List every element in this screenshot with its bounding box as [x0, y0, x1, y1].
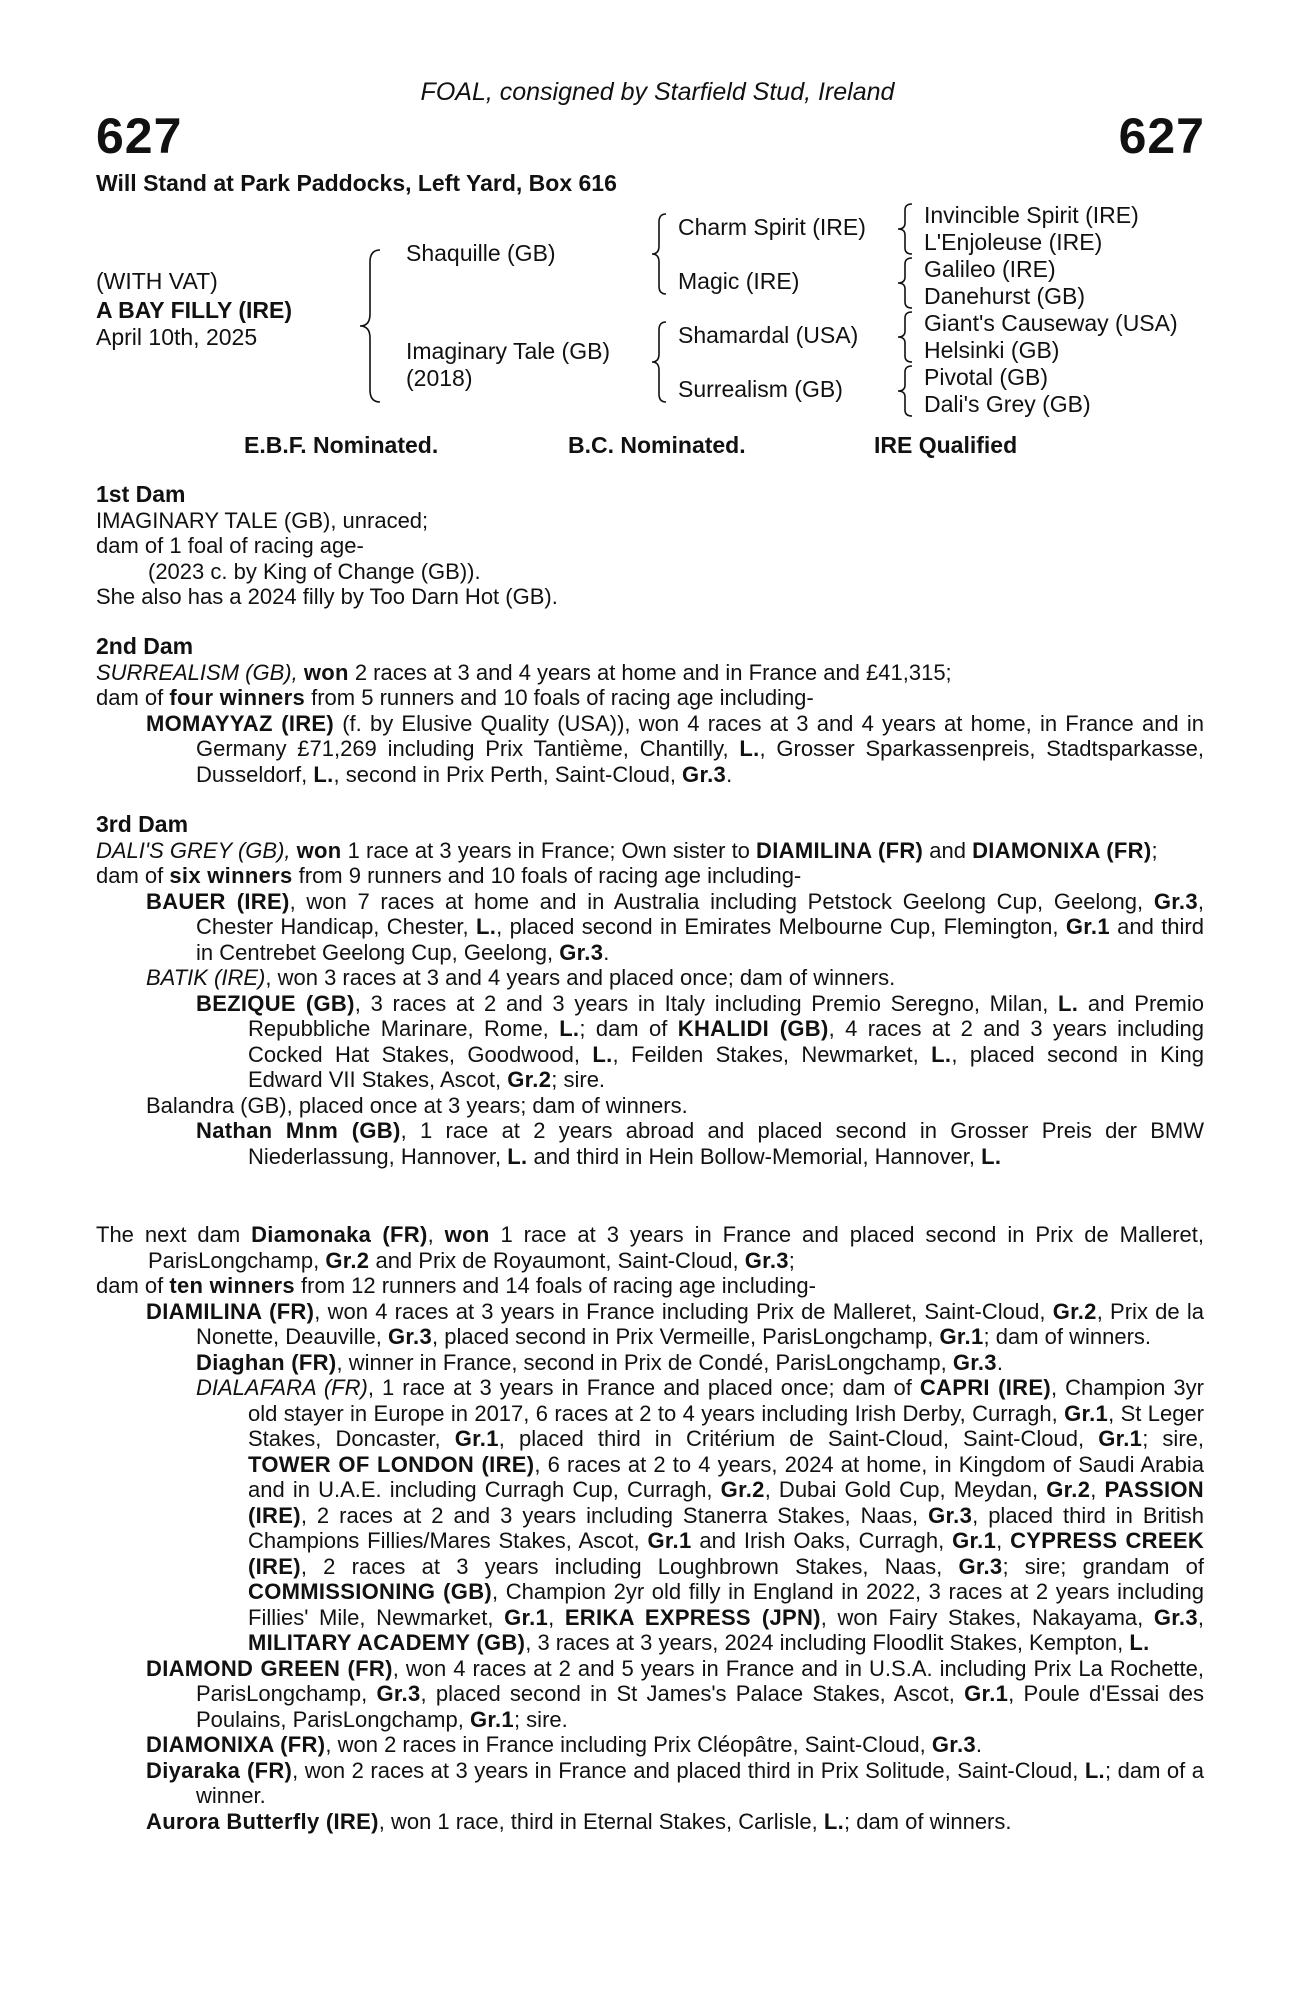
next-dam-produce: DIAMILINA (FR), won 4 races at 3 years in France including Prix de Malleret, Saint-Cloud, Gr.2, Prix de la Nonette, Deauville, Gr.3, placed second in Prix Vermeille, ParisLongchamp, Gr.1; dam of winners. [146, 1298, 1205, 1349]
ds-dam: Helsinki (GB) [924, 337, 1060, 363]
third-dam-text: DALI'S GREY (GB), won 1 race at 3 years in France; Own sister to DIAMILINA (FR) and DIAMONIXA (FR); [96, 837, 1158, 863]
dam-brace [650, 320, 670, 404]
next-dam-produce: DIAMONIXA (FR), won 2 races in France including Prix Cléopâtre, Saint-Cloud, Gr.3. [146, 1732, 983, 1757]
next-dam-produce: DIAMOND GREEN (FR), won 4 races at 2 and 5 years in France and in U.S.A. including Prix La Rochette, ParisLongchamp, Gr.3, placed second in St James's Palace Stakes, Ascot, Gr.1, Poule d'Essai des Poulains, ParisLongchamp, Gr.1; sire. [146, 1655, 1205, 1732]
third-dam-title: 3rd Dam [96, 811, 189, 837]
foal-brace [358, 248, 388, 404]
foal-dob: April 10th, 2025 [96, 324, 258, 350]
vat-label: (WITH VAT) [96, 268, 218, 294]
third-dam-grandproduce: BEZIQUE (GB), 3 races at 2 and 3 years in Italy including Premio Seregno, Milan, L. and Premio Repubbliche Marinare, Rome, L.; dam of KHALIDI (GB), 4 races at 2 and 3 years including Cocked Hat Stakes, Goodwood, L., Feilden Stakes, Newmarket, L., placed second in King Edward VII Stakes, Ascot, Gr.2; sire. [196, 990, 1204, 1092]
ds-brace [896, 310, 916, 364]
next-dam-section [96, 1222, 1204, 1834]
next-dam-produce: Aurora Butterfly (IRE), won 1 race, third in Eternal Stakes, Carlisle, L.; dam of winners. [146, 1808, 1012, 1834]
bc-nomination: B.C. Nominated. [568, 432, 746, 458]
foal-name: A BAY FILLY (IRE) [96, 297, 292, 323]
second-dam-produce: MOMAYYAZ (IRE) (f. by Elusive Quality (USA)), won 4 races at 3 and 4 years at home, in France and in Germany £71,269 including Prix Tantième, Chantilly, L., Grosser Sparkassenpreis, Stadtsparkasse, Dusseldorf, L., second in Prix Perth, Saint-Cloud, Gr.3. [146, 710, 1204, 787]
dam-dam: Surrealism (GB) [678, 376, 843, 402]
first-dam-line: dam of 1 foal of racing age- [96, 533, 364, 558]
lot-number-right: 627 [1118, 108, 1205, 164]
third-dam-text: dam of six winners from 9 runners and 10 foals of racing age including- [96, 863, 802, 888]
first-dam-line: IMAGINARY TALE (GB), unraced; [96, 507, 429, 533]
third-dam-grandproduce: Nathan Mnm (GB), 1 race at 2 years abroad and placed second in Grosser Preis der BMW Niederlassung, Hannover, L. and third in Hein Bollow-Memorial, Hannover, L. [196, 1118, 1204, 1169]
dam-name: Imaginary Tale (GB) [406, 338, 611, 364]
first-dam-line: She also has a 2024 filly by Too Darn Hot (GB). [96, 584, 558, 609]
next-dam-produce: Diyaraka (FR), won 2 races at 3 years in France and placed third in Prix Solitude, Saint-Cloud, L.; dam of a winner. [146, 1757, 1204, 1808]
first-dam-line: (2023 c. by King of Change (GB)). [148, 558, 481, 584]
ebf-nomination: E.B.F. Nominated. [244, 432, 439, 458]
sd-sire: Galileo (IRE) [924, 256, 1056, 282]
dam-sire: Shamardal (USA) [678, 322, 859, 348]
ds-sire: Giant's Causeway (USA) [924, 310, 1178, 336]
sire-brace [650, 212, 670, 296]
sire-name: Shaquille (GB) [406, 240, 556, 266]
sire-sire: Charm Spirit (IRE) [678, 214, 866, 240]
next-dam-grandproduce: Diaghan (FR), winner in France, second in Prix de Condé, ParisLongchamp, Gr.3. [196, 1349, 1003, 1375]
next-dam-text: dam of ten winners from 12 runners and 14 foals of racing age including- [96, 1273, 816, 1298]
third-dam-produce: BAUER (IRE), won 7 races at home and in Australia including Petstock Geelong Cup, Geelong, Gr.3, Chester Handicap, Chester, L., placed second in Emirates Melbourne Cup, Flemington, Gr.1 and third in Centrebet Geelong Cup, Geelong, Gr.3. [146, 888, 1205, 965]
dd-sire: Pivotal (GB) [924, 364, 1048, 390]
ss-sire: Invincible Spirit (IRE) [924, 202, 1139, 228]
ire-qualified: IRE Qualified [874, 432, 1018, 458]
third-dam-produce: BATIK (IRE), won 3 races at 3 and 4 years and placed once; dam of winners. [146, 965, 896, 990]
consignment-line: FOAL, consigned by Starfield Stud, Ireland [420, 78, 895, 106]
sire-dam: Magic (IRE) [678, 268, 800, 294]
first-dam-title: 1st Dam [96, 481, 186, 507]
first-dam-section [96, 482, 1204, 610]
second-dam-section [96, 634, 1204, 787]
next-dam-text: The next dam Diamonaka (FR), won 1 race at 3 years in France and placed second in Prix de Malleret, ParisLongchamp, Gr.2 and Prix de Royaumont, Saint-Cloud, Gr.3; [96, 1222, 1204, 1273]
third-dam-produce: Balandra (GB), placed once at 3 years; dam of winners. [146, 1092, 688, 1118]
third-dam-section [96, 812, 1204, 1169]
second-dam-text: SURREALISM (GB), won 2 races at 3 and 4 years at home and in France and £41,315; [96, 659, 952, 685]
sd-brace [896, 256, 916, 310]
ss-dam: L'Enjoleuse (IRE) [924, 229, 1103, 255]
dd-dam: Dali's Grey (GB) [924, 391, 1091, 417]
lot-number-left: 627 [96, 108, 183, 164]
stand-location: Will Stand at Park Paddocks, Left Yard, Box 616 [96, 170, 617, 196]
ss-brace [896, 202, 916, 256]
sd-dam: Danehurst (GB) [924, 283, 1086, 309]
next-dam-grandproduce: DIALAFARA (FR), 1 race at 3 years in France and placed once; dam of CAPRI (IRE), Champion 3yr old stayer in Europe in 2017, 6 races at 2 to 4 years including Irish Derby, Curragh, Gr.1, St Leger Stakes, Doncaster, Gr.1, placed third in Critérium de Saint-Cloud, Saint-Cloud, Gr.1; sire, TOWER OF LONDON (IRE), 6 races at 2 to 4 years, 2024 at home, in Kingdom of Saudi Arabia and in U.A.E. including Curragh Cup, Curragh, Gr.2, Dubai Gold Cup, Meydan, Gr.2, PASSION (IRE), 2 races at 2 and 3 years including Stanerra Stakes, Naas, Gr.3, placed third in British Champions Fillies/Mares Stakes, Ascot, Gr.1 and Irish Oaks, Curragh, Gr.1, CYPRESS CREEK (IRE), 2 races at 3 years including Loughbrown Stakes, Naas, Gr.3; sire; grandam of COMMISSIONING (GB), Champion 2yr old filly in England in 2022, 3 races at 2 years including Fillies' Mile, Newmarket, Gr.1, ERIKA EXPRESS (JPN), won Fairy Stakes, Nakayama, Gr.3, MILITARY ACADEMY (GB), 3 races at 3 years, 2024 including Floodlit Stakes, Kempton, L. [196, 1375, 1205, 1655]
second-dam-title: 2nd Dam [96, 633, 194, 659]
second-dam-text: dam of four winners from 5 runners and 10 foals of racing age including- [96, 685, 814, 710]
dam-year: (2018) [406, 365, 473, 391]
dd-brace [896, 364, 916, 418]
